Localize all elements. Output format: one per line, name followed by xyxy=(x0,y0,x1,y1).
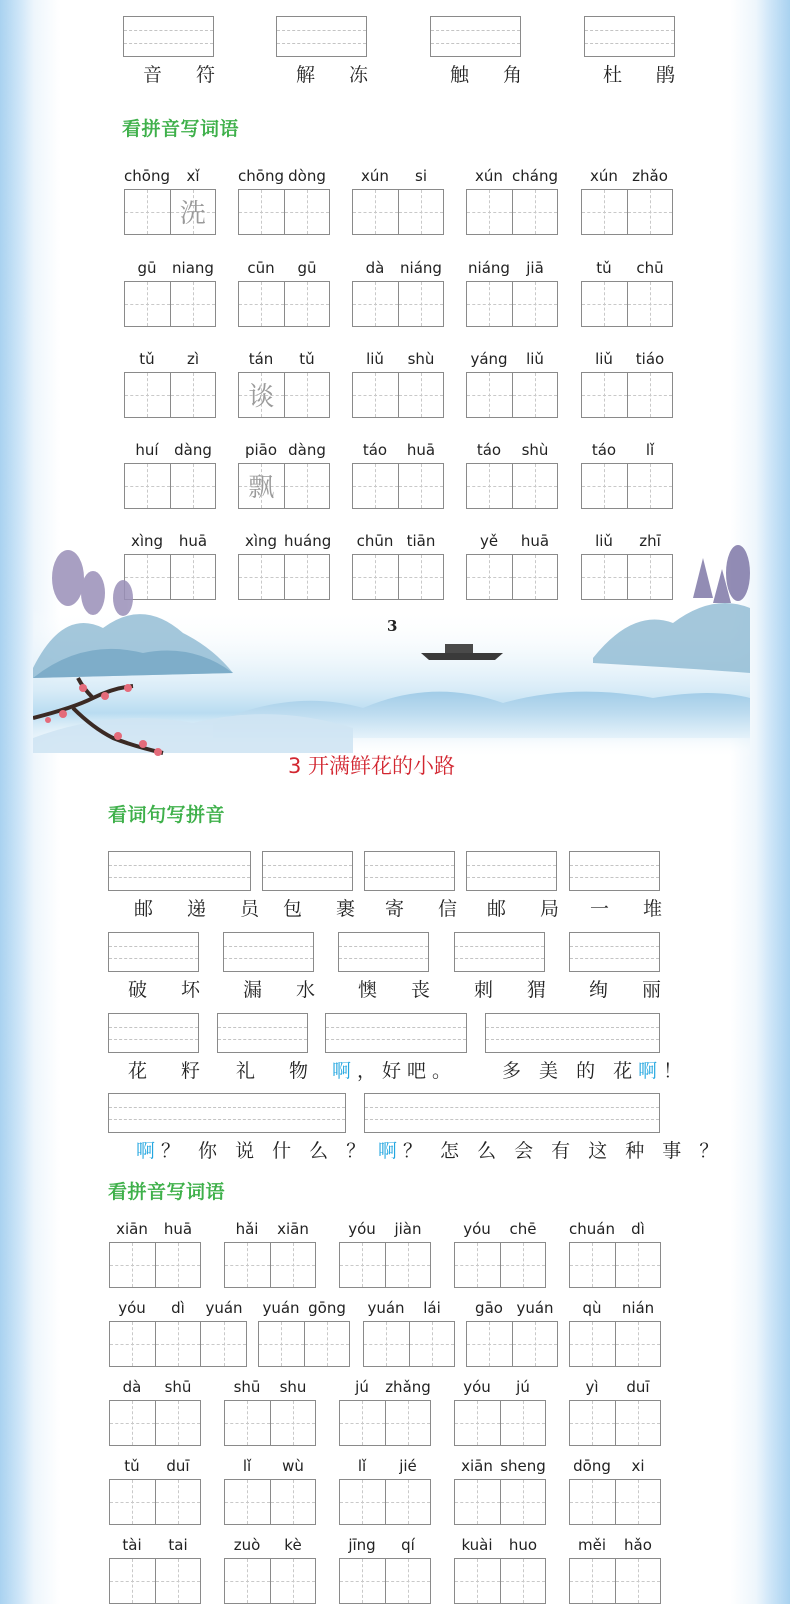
pinyin-text: shù xyxy=(521,441,549,459)
word-label: 刺 猬 xyxy=(474,979,561,1001)
pinyin-write-box[interactable] xyxy=(569,932,660,972)
sentence-text: ，好吧。 xyxy=(357,1060,458,1082)
pinyin-text: chē xyxy=(509,1220,537,1238)
pinyin-text: dōng xyxy=(573,1457,611,1475)
grid-cell[interactable] xyxy=(353,190,398,234)
pinyin-text: liǔ xyxy=(595,532,613,550)
highlight-char: 啊 xyxy=(638,1060,664,1082)
tianzige-writing-grid[interactable] xyxy=(124,463,216,509)
pinyin-write-box[interactable] xyxy=(108,851,251,891)
grid-cell[interactable] xyxy=(353,282,398,326)
tianzige-writing-grid[interactable] xyxy=(352,281,444,327)
grid-cell[interactable] xyxy=(239,190,284,234)
grid-cell[interactable] xyxy=(270,1559,316,1603)
tianzige-writing-grid[interactable] xyxy=(238,189,330,235)
pinyin-text: dàng xyxy=(174,441,212,459)
pinyin-text: shù xyxy=(407,350,435,368)
pinyin-text: chōng xyxy=(238,167,284,185)
grid-cell[interactable] xyxy=(500,1243,546,1287)
tianzige-writing-grid[interactable] xyxy=(454,1479,546,1525)
pinyin-write-box[interactable] xyxy=(276,16,367,57)
grid-cell[interactable] xyxy=(582,464,627,508)
grid-cell[interactable] xyxy=(239,282,284,326)
grid-cell[interactable] xyxy=(467,464,512,508)
grid-cell[interactable] xyxy=(627,373,673,417)
pinyin-text: xún xyxy=(475,167,503,185)
pinyin-text: liǔ xyxy=(595,350,613,368)
word-label: 礼 物 xyxy=(236,1060,323,1082)
tianzige-writing-grid[interactable] xyxy=(466,463,558,509)
tree-icon xyxy=(693,545,750,603)
grid-cell[interactable] xyxy=(398,464,444,508)
pinyin-text: hǎi xyxy=(235,1220,259,1238)
pinyin-text: xiān xyxy=(461,1457,493,1475)
grid-cell[interactable] xyxy=(385,1480,431,1524)
grid-cell[interactable] xyxy=(270,1243,316,1287)
pinyin-text: qù xyxy=(582,1299,602,1317)
grid-cell[interactable] xyxy=(155,1243,201,1287)
pinyin-text: jīng xyxy=(348,1536,376,1554)
tianzige-writing-grid[interactable] xyxy=(238,281,330,327)
sentence-text: ？ 怎 么 会 有 这 种 事 ？ xyxy=(403,1140,725,1162)
sentence-text: 多 美 的 花 xyxy=(502,1060,639,1082)
pinyin-write-box[interactable] xyxy=(108,1013,199,1053)
pinyin-text: yě xyxy=(479,532,499,550)
pinyin-text: yóu xyxy=(463,1220,491,1238)
pinyin-text: liǔ xyxy=(366,350,384,368)
pinyin-text: táo xyxy=(476,441,502,459)
word-label: 一 堆 xyxy=(590,898,677,920)
pinyin-write-box[interactable] xyxy=(108,1093,346,1133)
tianzige-writing-grid[interactable] xyxy=(258,1321,350,1367)
grid-cell[interactable] xyxy=(225,1559,270,1603)
tianzige-writing-grid[interactable] xyxy=(109,1558,201,1604)
grid-cell[interactable] xyxy=(340,1480,385,1524)
tianzige-writing-grid[interactable] xyxy=(352,372,444,418)
grid-cell[interactable] xyxy=(570,1480,615,1524)
pinyin-text: nián xyxy=(621,1299,655,1317)
grid-cell[interactable] xyxy=(284,464,330,508)
pinyin-write-box[interactable] xyxy=(262,851,353,891)
pinyin-text: yì xyxy=(585,1378,599,1396)
word-label: 寄 信 xyxy=(385,898,472,920)
pinyin-text: xìng xyxy=(130,532,164,550)
grid-cell[interactable] xyxy=(467,373,512,417)
sentence-text: ？ 你 说 什 么 ？ xyxy=(161,1140,372,1162)
grid-cell[interactable] xyxy=(385,1559,431,1603)
word-label: 花 籽 xyxy=(128,1060,215,1082)
tianzige-writing-grid[interactable] xyxy=(339,1558,431,1604)
pinyin-text: tiān xyxy=(406,532,436,550)
grid-cell[interactable] xyxy=(467,190,512,234)
grid-cell[interactable] xyxy=(615,1322,661,1366)
grid-cell[interactable] xyxy=(239,464,284,508)
tianzige-writing-grid[interactable] xyxy=(466,1321,558,1367)
tianzige-writing-grid[interactable] xyxy=(466,189,558,235)
grid-cell[interactable] xyxy=(125,373,170,417)
grid-cell[interactable] xyxy=(340,1559,385,1603)
grid-cell[interactable] xyxy=(582,373,627,417)
grid-cell[interactable] xyxy=(467,1322,512,1366)
pinyin-text: tài xyxy=(122,1536,142,1554)
pinyin-text: táo xyxy=(362,441,388,459)
pinyin-text: shū xyxy=(233,1378,261,1396)
grid-cell[interactable] xyxy=(170,190,216,234)
tianzige-writing-grid[interactable] xyxy=(124,372,216,418)
grid-cell[interactable] xyxy=(512,373,558,417)
pinyin-write-box[interactable] xyxy=(485,1013,660,1053)
grid-cell[interactable] xyxy=(385,1401,431,1445)
grid-cell[interactable] xyxy=(284,190,330,234)
pinyin-text: jié xyxy=(399,1457,417,1475)
pinyin-text: yuán xyxy=(205,1299,243,1317)
pinyin-text: niáng xyxy=(468,259,510,277)
pinyin-write-box[interactable] xyxy=(108,932,199,972)
grid-cell[interactable] xyxy=(512,464,558,508)
word-label: 杜 鹃 xyxy=(603,64,690,86)
highlight-char: 啊 xyxy=(378,1140,404,1162)
word-label: 邮 局 xyxy=(487,898,574,920)
pinyin-text: zuò xyxy=(233,1536,261,1554)
grid-cell[interactable] xyxy=(270,1401,316,1445)
tianzige-writing-grid[interactable] xyxy=(454,1558,546,1604)
grid-cell[interactable] xyxy=(200,1322,246,1366)
grid-cell[interactable] xyxy=(512,282,558,326)
pinyin-text: wù xyxy=(282,1457,304,1475)
grid-cell[interactable] xyxy=(225,1401,270,1445)
grid-cell[interactable] xyxy=(512,190,558,234)
tianzige-writing-grid[interactable] xyxy=(109,1479,201,1525)
pinyin-write-box[interactable] xyxy=(338,932,429,972)
grid-cell[interactable] xyxy=(284,282,330,326)
pinyin-text: chūn xyxy=(356,532,394,550)
pinyin-text: sheng xyxy=(500,1457,546,1475)
grid-cell[interactable] xyxy=(125,190,170,234)
pinyin-text: táo xyxy=(591,441,617,459)
pinyin-text: lǐ xyxy=(242,1457,252,1475)
pinyin-text: huā xyxy=(520,532,550,550)
grid-cell[interactable] xyxy=(455,1401,500,1445)
tianzige-writing-grid[interactable] xyxy=(224,1242,316,1288)
pinyin-write-box[interactable] xyxy=(569,851,660,891)
tianzige-writing-grid[interactable] xyxy=(109,1400,201,1446)
pinyin-write-box[interactable] xyxy=(584,16,675,57)
pinyin-text: jiàn xyxy=(394,1220,422,1238)
grid-cell[interactable] xyxy=(270,1480,316,1524)
word-label: 包 裹 xyxy=(283,898,370,920)
grid-cell[interactable] xyxy=(570,1401,615,1445)
pinyin-text: měi xyxy=(577,1536,606,1554)
tianzige-writing-grid[interactable] xyxy=(363,1321,455,1367)
grid-cell[interactable] xyxy=(627,282,673,326)
pinyin-text: chuán xyxy=(569,1220,615,1238)
tianzige-writing-grid[interactable] xyxy=(339,1242,431,1288)
pinyin-text: huā xyxy=(178,532,208,550)
word-label: 破 坏 xyxy=(128,979,215,1001)
grid-cell[interactable] xyxy=(615,1401,661,1445)
sentence-label xyxy=(378,1136,724,1163)
grid-cell[interactable] xyxy=(304,1322,350,1366)
tianzige-writing-grid[interactable] xyxy=(581,463,673,509)
grid-cell[interactable] xyxy=(398,190,444,234)
grid-cell[interactable] xyxy=(364,1322,409,1366)
grid-cell[interactable] xyxy=(225,1243,270,1287)
grid-cell[interactable] xyxy=(570,1322,615,1366)
grid-cell[interactable] xyxy=(615,1243,661,1287)
grid-cell[interactable] xyxy=(110,1559,155,1603)
grid-cell[interactable] xyxy=(398,282,444,326)
pinyin-text: xiān xyxy=(116,1220,148,1238)
tianzige-writing-grid[interactable] xyxy=(454,1242,546,1288)
grid-cell[interactable] xyxy=(455,1480,500,1524)
tianzige-writing-grid[interactable] xyxy=(224,1479,316,1525)
pinyin-text: jú xyxy=(355,1378,369,1396)
pinyin-text: huáng xyxy=(284,532,332,550)
pinyin-text: piāo xyxy=(244,441,278,459)
section-title-write-words: 看拼音写词语 xyxy=(108,1181,226,1203)
grid-cell[interactable] xyxy=(225,1480,270,1524)
grid-cell[interactable] xyxy=(110,1401,155,1445)
grid-cell[interactable] xyxy=(155,1559,201,1603)
pinyin-text: dà xyxy=(122,1378,142,1396)
pinyin-text: liǔ xyxy=(526,350,544,368)
pinyin-text: xi xyxy=(631,1457,645,1475)
pinyin-text: dòng xyxy=(288,167,326,185)
tianzige-writing-grid[interactable] xyxy=(352,189,444,235)
grid-cell[interactable] xyxy=(570,1243,615,1287)
pinyin-text: dì xyxy=(171,1299,185,1317)
grid-cell[interactable] xyxy=(110,1480,155,1524)
pinyin-text: tai xyxy=(168,1536,188,1554)
grid-cell[interactable] xyxy=(500,1480,546,1524)
pinyin-text: kuài xyxy=(461,1536,493,1554)
grid-cell[interactable] xyxy=(627,464,673,508)
pinyin-write-box[interactable] xyxy=(364,851,455,891)
tianzige-writing-grid[interactable] xyxy=(581,372,673,418)
grid-cell[interactable] xyxy=(385,1243,431,1287)
pinyin-text: gū xyxy=(297,259,317,277)
pinyin-text: duī xyxy=(166,1457,190,1475)
pinyin-text: dì xyxy=(631,1220,645,1238)
pinyin-text: xún xyxy=(361,167,389,185)
tianzige-writing-grid[interactable] xyxy=(569,1242,661,1288)
lesson-title: 3 开满鲜花的小路 xyxy=(288,754,456,778)
grid-cell[interactable] xyxy=(627,190,673,234)
pinyin-write-box[interactable] xyxy=(223,932,314,972)
grid-cell[interactable] xyxy=(259,1322,304,1366)
pinyin-text: tǔ xyxy=(299,350,315,368)
sentence-label xyxy=(502,1056,688,1083)
grid-cell[interactable] xyxy=(455,1559,500,1603)
grid-cell[interactable] xyxy=(455,1243,500,1287)
pinyin-text: tán xyxy=(248,350,274,368)
tianzige-writing-grid[interactable] xyxy=(224,1400,316,1446)
tianzige-writing-grid[interactable] xyxy=(339,1479,431,1525)
grid-cell[interactable] xyxy=(353,373,398,417)
grid-cell[interactable] xyxy=(398,373,444,417)
pinyin-write-box[interactable] xyxy=(325,1013,467,1053)
sentence-label xyxy=(332,1056,457,1083)
pinyin-text: zhǎo xyxy=(632,167,668,185)
grid-cell[interactable] xyxy=(409,1322,455,1366)
pinyin-text: yáng xyxy=(470,350,508,368)
pinyin-text: si xyxy=(415,167,427,185)
section-title-write-words: 看拼音写词语 xyxy=(122,118,240,140)
pinyin-text: xǐ xyxy=(186,167,200,185)
tianzige-writing-grid[interactable] xyxy=(352,463,444,509)
grid-cell[interactable] xyxy=(340,1401,385,1445)
tianzige-writing-grid[interactable] xyxy=(224,1558,316,1604)
pinyin-text: tǔ xyxy=(139,350,155,368)
hint-character: 洗 xyxy=(179,198,206,229)
pinyin-text: chū xyxy=(636,259,664,277)
pinyin-text: duī xyxy=(626,1378,650,1396)
tianzige-writing-grid[interactable] xyxy=(109,1242,201,1288)
pinyin-text: yuán xyxy=(367,1299,405,1317)
grid-cell[interactable] xyxy=(110,1243,155,1287)
tianzige-writing-grid[interactable] xyxy=(109,1321,247,1367)
grid-cell[interactable] xyxy=(125,464,170,508)
pinyin-text: cūn xyxy=(247,259,275,277)
grid-cell[interactable] xyxy=(155,1480,201,1524)
section-title-write-pinyin: 看词句写拼音 xyxy=(108,804,226,826)
pinyin-text: shū xyxy=(164,1378,192,1396)
grid-cell[interactable] xyxy=(239,373,284,417)
pinyin-write-box[interactable] xyxy=(364,1093,660,1133)
grid-cell[interactable] xyxy=(570,1559,615,1603)
pinyin-write-box[interactable] xyxy=(454,932,545,972)
pinyin-text: zì xyxy=(186,350,200,368)
word-label: 邮 递 员 xyxy=(134,898,274,920)
hint-character: 谈 xyxy=(248,381,275,412)
grid-cell[interactable] xyxy=(615,1480,661,1524)
pinyin-text: yuán xyxy=(516,1299,554,1317)
pinyin-text: xún xyxy=(590,167,618,185)
pinyin-text: yóu xyxy=(118,1299,146,1317)
grid-cell[interactable] xyxy=(500,1559,546,1603)
word-label: 绚 丽 xyxy=(589,979,676,1001)
pinyin-write-box[interactable] xyxy=(430,16,521,57)
pinyin-text: jiā xyxy=(526,259,544,277)
pinyin-text: chōng xyxy=(124,167,170,185)
tianzige-writing-grid[interactable] xyxy=(238,463,330,509)
word-label: 音 符 xyxy=(143,64,230,86)
grid-cell[interactable] xyxy=(512,1322,558,1366)
pinyin-text: yóu xyxy=(463,1378,491,1396)
word-label: 触 角 xyxy=(450,64,537,86)
grid-cell[interactable] xyxy=(340,1243,385,1287)
pinyin-text: shu xyxy=(279,1378,307,1396)
pinyin-write-box[interactable] xyxy=(217,1013,308,1053)
pinyin-text: yóu xyxy=(348,1220,376,1238)
grid-cell[interactable] xyxy=(125,282,170,326)
pinyin-text: lǐ xyxy=(357,1457,367,1475)
pinyin-text: jú xyxy=(516,1378,530,1396)
pinyin-text: cháng xyxy=(512,167,558,185)
word-label: 解 冻 xyxy=(296,64,383,86)
grid-cell[interactable] xyxy=(615,1559,661,1603)
pinyin-text: hǎo xyxy=(624,1536,652,1554)
pinyin-text: niang xyxy=(172,259,214,277)
pinyin-text: tǔ xyxy=(124,1457,140,1475)
pinyin-text: dà xyxy=(365,259,385,277)
pinyin-text: lǐ xyxy=(645,441,655,459)
grid-cell[interactable] xyxy=(582,190,627,234)
hint-character: 飘 xyxy=(248,472,275,503)
pinyin-text: niáng xyxy=(400,259,442,277)
pinyin-text: huā xyxy=(163,1220,193,1238)
tianzige-writing-grid[interactable] xyxy=(466,281,558,327)
tianzige-writing-grid[interactable] xyxy=(454,1400,546,1446)
pinyin-text: lái xyxy=(423,1299,441,1317)
pinyin-write-box[interactable] xyxy=(123,16,214,57)
pinyin-text: gāo xyxy=(475,1299,503,1317)
pinyin-text: xìng xyxy=(244,532,278,550)
grid-cell[interactable] xyxy=(582,282,627,326)
pinyin-text: gōng xyxy=(308,1299,346,1317)
grid-cell[interactable] xyxy=(170,464,216,508)
pinyin-text: gū xyxy=(137,259,157,277)
tianzige-writing-grid[interactable] xyxy=(339,1400,431,1446)
tianzige-writing-grid[interactable] xyxy=(124,281,216,327)
tianzige-writing-grid[interactable] xyxy=(238,372,330,418)
tianzige-writing-grid[interactable] xyxy=(569,1321,661,1367)
grid-cell[interactable] xyxy=(170,282,216,326)
tianzige-writing-grid[interactable] xyxy=(124,189,216,235)
tianzige-writing-grid[interactable] xyxy=(569,1400,661,1446)
tianzige-writing-grid[interactable] xyxy=(466,372,558,418)
pinyin-text: tiáo xyxy=(635,350,665,368)
pinyin-text: kè xyxy=(284,1536,302,1554)
grid-cell[interactable] xyxy=(467,282,512,326)
pinyin-text: yuán xyxy=(262,1299,300,1317)
grid-cell[interactable] xyxy=(284,373,330,417)
tianzige-writing-grid[interactable] xyxy=(569,1558,661,1604)
tianzige-writing-grid[interactable] xyxy=(581,189,673,235)
tianzige-writing-grid[interactable] xyxy=(581,281,673,327)
pinyin-text: dàng xyxy=(288,441,326,459)
pinyin-text: tǔ xyxy=(596,259,612,277)
pinyin-text: qí xyxy=(401,1536,415,1554)
pinyin-write-box[interactable] xyxy=(466,851,557,891)
pinyin-text: huo xyxy=(508,1536,538,1554)
pinyin-text: zhī xyxy=(639,532,661,550)
grid-cell[interactable] xyxy=(155,1322,201,1366)
page-number: 3 xyxy=(387,617,398,635)
word-label: 懊 丧 xyxy=(358,979,445,1001)
grid-cell[interactable] xyxy=(170,373,216,417)
word-label: 漏 水 xyxy=(243,979,330,1001)
tree-icon xyxy=(52,550,133,616)
sentence-label xyxy=(136,1136,371,1163)
sentence-text: ！ xyxy=(663,1060,689,1082)
grid-cell[interactable] xyxy=(353,464,398,508)
pinyin-text: zhǎng xyxy=(385,1378,431,1396)
pinyin-text: huā xyxy=(406,441,436,459)
pinyin-text: huí xyxy=(135,441,159,459)
grid-cell[interactable] xyxy=(110,1322,155,1366)
highlight-char: 啊 xyxy=(136,1140,162,1162)
pinyin-text: xiān xyxy=(277,1220,309,1238)
tianzige-writing-grid[interactable] xyxy=(569,1479,661,1525)
highlight-char: 啊 xyxy=(332,1060,358,1082)
grid-cell[interactable] xyxy=(155,1401,201,1445)
grid-cell[interactable] xyxy=(500,1401,546,1445)
